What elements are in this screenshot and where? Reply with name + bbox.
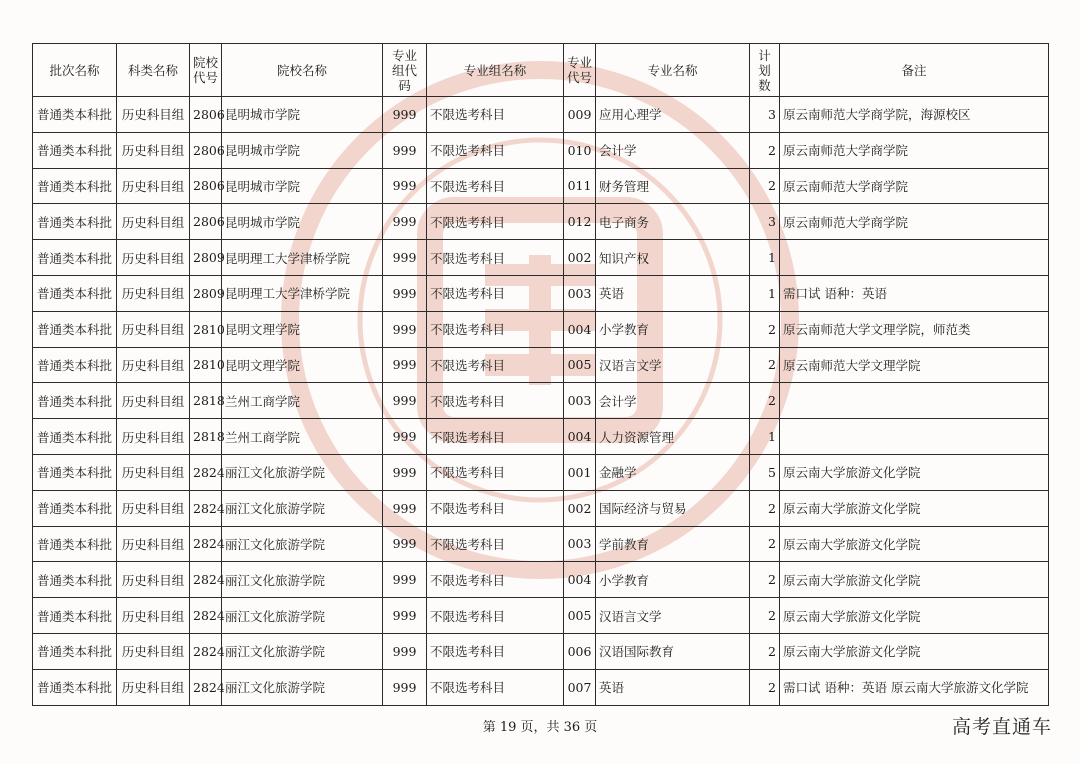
cell-major-code: 009 bbox=[564, 97, 596, 133]
cell-major-code: 001 bbox=[564, 454, 596, 490]
cell-major-group-name: 不限选考科目 bbox=[427, 633, 564, 669]
cell-major-code: 005 bbox=[564, 347, 596, 383]
cell-school-code: 2806 bbox=[190, 97, 222, 133]
table-row bbox=[33, 168, 1049, 204]
cell-major-group-code: 999 bbox=[383, 526, 427, 562]
cell-school-name: 兰州工商学院 bbox=[222, 419, 383, 455]
cell-major-name: 会计学 bbox=[596, 383, 750, 419]
cell-batch-name: 普通类本科批 bbox=[33, 132, 117, 168]
table-row bbox=[33, 311, 1049, 347]
cell-major-group-name: 不限选考科目 bbox=[427, 562, 564, 598]
cell-category-name: 历史科目组 bbox=[117, 490, 190, 526]
cell-school-name: 昆明文理学院 bbox=[222, 347, 383, 383]
cell-major-group-name: 不限选考科目 bbox=[427, 275, 564, 311]
cell-category-name: 历史科目组 bbox=[117, 97, 190, 133]
cell-remarks: 原云南大学旅游文化学院 bbox=[780, 598, 1049, 634]
cell-school-name: 昆明城市学院 bbox=[222, 168, 383, 204]
cell-plan-count: 1 bbox=[750, 419, 780, 455]
table-row bbox=[33, 598, 1049, 634]
cell-major-group-name: 不限选考科目 bbox=[427, 347, 564, 383]
cell-category-name: 历史科目组 bbox=[117, 526, 190, 562]
cell-major-group-name: 不限选考科目 bbox=[427, 204, 564, 240]
cell-school-name: 丽江文化旅游学院 bbox=[222, 598, 383, 634]
cell-major-group-name: 不限选考科目 bbox=[427, 490, 564, 526]
cell-school-code: 2824 bbox=[190, 490, 222, 526]
cell-school-name: 昆明城市学院 bbox=[222, 132, 383, 168]
cell-major-group-name: 不限选考科目 bbox=[427, 419, 564, 455]
cell-school-name: 丽江文化旅游学院 bbox=[222, 526, 383, 562]
cell-remarks: 原云南大学旅游文化学院 bbox=[780, 562, 1049, 598]
cell-major-name: 汉语国际教育 bbox=[596, 633, 750, 669]
table-row bbox=[33, 419, 1049, 455]
cell-major-code: 004 bbox=[564, 311, 596, 347]
cell-remarks: 需口试 语种：英语 原云南大学旅游文化学院 bbox=[780, 669, 1049, 705]
cell-category-name: 历史科目组 bbox=[117, 275, 190, 311]
cell-school-code: 2810 bbox=[190, 347, 222, 383]
cell-batch-name: 普通类本科批 bbox=[33, 562, 117, 598]
cell-major-group-code: 999 bbox=[383, 311, 427, 347]
cell-batch-name: 普通类本科批 bbox=[33, 347, 117, 383]
table-row bbox=[33, 454, 1049, 490]
cell-major-name: 汉语言文学 bbox=[596, 347, 750, 383]
header-category-name: 科类名称 bbox=[117, 44, 190, 97]
cell-major-group-name: 不限选考科目 bbox=[427, 383, 564, 419]
cell-plan-count: 2 bbox=[750, 669, 780, 705]
cell-batch-name: 普通类本科批 bbox=[33, 204, 117, 240]
cell-remarks: 原云南大学旅游文化学院 bbox=[780, 490, 1049, 526]
cell-major-group-name: 不限选考科目 bbox=[427, 598, 564, 634]
cell-school-name: 昆明文理学院 bbox=[222, 311, 383, 347]
header-remarks: 备注 bbox=[780, 44, 1049, 97]
cell-plan-count: 3 bbox=[750, 97, 780, 133]
cell-category-name: 历史科目组 bbox=[117, 347, 190, 383]
cell-category-name: 历史科目组 bbox=[117, 598, 190, 634]
cell-batch-name: 普通类本科批 bbox=[33, 598, 117, 634]
table-row bbox=[33, 669, 1049, 705]
cell-plan-count: 2 bbox=[750, 168, 780, 204]
page-number: 第 19 页，共 36 页 bbox=[482, 720, 598, 735]
cell-major-code: 005 bbox=[564, 598, 596, 634]
admission-plan-table bbox=[32, 43, 1049, 706]
cell-major-name: 电子商务 bbox=[596, 204, 750, 240]
cell-batch-name: 普通类本科批 bbox=[33, 311, 117, 347]
cell-remarks: 原云南师范大学文理学院，师范类 bbox=[780, 311, 1049, 347]
cell-category-name: 历史科目组 bbox=[117, 633, 190, 669]
cell-major-group-name: 不限选考科目 bbox=[427, 311, 564, 347]
cell-batch-name: 普通类本科批 bbox=[33, 240, 117, 276]
cell-school-name: 丽江文化旅游学院 bbox=[222, 490, 383, 526]
cell-batch-name: 普通类本科批 bbox=[33, 633, 117, 669]
cell-major-name: 小学教育 bbox=[596, 311, 750, 347]
table-row bbox=[33, 132, 1049, 168]
header-school-code: 院校代号 bbox=[190, 44, 222, 97]
cell-batch-name: 普通类本科批 bbox=[33, 97, 117, 133]
cell-plan-count: 2 bbox=[750, 347, 780, 383]
cell-major-code: 012 bbox=[564, 204, 596, 240]
cell-plan-count: 5 bbox=[750, 454, 780, 490]
header-major-group-code: 专业组代码 bbox=[383, 44, 427, 97]
cell-batch-name: 普通类本科批 bbox=[33, 526, 117, 562]
cell-category-name: 历史科目组 bbox=[117, 383, 190, 419]
cell-category-name: 历史科目组 bbox=[117, 311, 190, 347]
cell-major-code: 003 bbox=[564, 275, 596, 311]
cell-category-name: 历史科目组 bbox=[117, 419, 190, 455]
cell-major-code: 004 bbox=[564, 562, 596, 598]
cell-category-name: 历史科目组 bbox=[117, 240, 190, 276]
cell-major-group-name: 不限选考科目 bbox=[427, 669, 564, 705]
cell-category-name: 历史科目组 bbox=[117, 669, 190, 705]
cell-category-name: 历史科目组 bbox=[117, 562, 190, 598]
cell-major-code: 002 bbox=[564, 240, 596, 276]
cell-school-name: 昆明城市学院 bbox=[222, 204, 383, 240]
cell-plan-count: 2 bbox=[750, 633, 780, 669]
cell-major-group-code: 999 bbox=[383, 347, 427, 383]
cell-school-name: 丽江文化旅游学院 bbox=[222, 562, 383, 598]
table-body bbox=[33, 97, 1049, 706]
header-major-code: 专业代号 bbox=[564, 44, 596, 97]
table-row bbox=[33, 204, 1049, 240]
table-row bbox=[33, 275, 1049, 311]
cell-major-group-code: 999 bbox=[383, 97, 427, 133]
cell-major-name: 金融学 bbox=[596, 454, 750, 490]
cell-major-name: 小学教育 bbox=[596, 562, 750, 598]
cell-major-group-name: 不限选考科目 bbox=[427, 168, 564, 204]
table-row bbox=[33, 562, 1049, 598]
cell-batch-name: 普通类本科批 bbox=[33, 275, 117, 311]
cell-major-group-name: 不限选考科目 bbox=[427, 240, 564, 276]
cell-remarks: 原云南师范大学商学院，海源校区 bbox=[780, 97, 1049, 133]
cell-school-code: 2824 bbox=[190, 669, 222, 705]
cell-school-code: 2818 bbox=[190, 419, 222, 455]
cell-major-group-name: 不限选考科目 bbox=[427, 132, 564, 168]
cell-major-code: 002 bbox=[564, 490, 596, 526]
cell-major-group-code: 999 bbox=[383, 490, 427, 526]
cell-school-code: 2818 bbox=[190, 383, 222, 419]
cell-batch-name: 普通类本科批 bbox=[33, 454, 117, 490]
cell-remarks: 原云南大学旅游文化学院 bbox=[780, 526, 1049, 562]
header-school-name: 院校名称 bbox=[222, 44, 383, 97]
cell-plan-count: 1 bbox=[750, 275, 780, 311]
cell-major-code: 003 bbox=[564, 383, 596, 419]
cell-plan-count: 2 bbox=[750, 132, 780, 168]
cell-major-group-name: 不限选考科目 bbox=[427, 97, 564, 133]
cell-remarks: 原云南师范大学文理学院 bbox=[780, 347, 1049, 383]
cell-major-group-name: 不限选考科目 bbox=[427, 526, 564, 562]
cell-major-code: 011 bbox=[564, 168, 596, 204]
cell-major-group-code: 999 bbox=[383, 454, 427, 490]
table-row bbox=[33, 490, 1049, 526]
table-row bbox=[33, 383, 1049, 419]
header-batch-name: 批次名称 bbox=[33, 44, 117, 97]
cell-remarks bbox=[780, 419, 1049, 455]
cell-remarks: 原云南大学旅游文化学院 bbox=[780, 633, 1049, 669]
cell-major-group-code: 999 bbox=[383, 275, 427, 311]
cell-plan-count: 1 bbox=[750, 240, 780, 276]
cell-remarks: 原云南师范大学商学院 bbox=[780, 204, 1049, 240]
brand-label: 高考直通车 bbox=[951, 716, 1052, 738]
cell-major-group-code: 999 bbox=[383, 204, 427, 240]
table-row bbox=[33, 633, 1049, 669]
cell-plan-count: 2 bbox=[750, 490, 780, 526]
table-row bbox=[33, 240, 1049, 276]
cell-batch-name: 普通类本科批 bbox=[33, 383, 117, 419]
cell-major-code: 003 bbox=[564, 526, 596, 562]
cell-plan-count: 2 bbox=[750, 526, 780, 562]
cell-major-code: 006 bbox=[564, 633, 596, 669]
cell-school-name: 丽江文化旅游学院 bbox=[222, 669, 383, 705]
cell-remarks: 原云南大学旅游文化学院 bbox=[780, 454, 1049, 490]
cell-major-group-code: 999 bbox=[383, 598, 427, 634]
cell-school-name: 丽江文化旅游学院 bbox=[222, 454, 383, 490]
cell-school-code: 2810 bbox=[190, 311, 222, 347]
cell-category-name: 历史科目组 bbox=[117, 454, 190, 490]
cell-school-name: 昆明理工大学津桥学院 bbox=[222, 240, 383, 276]
table-row bbox=[33, 526, 1049, 562]
cell-school-name: 昆明理工大学津桥学院 bbox=[222, 275, 383, 311]
cell-major-group-code: 999 bbox=[383, 633, 427, 669]
cell-school-code: 2824 bbox=[190, 454, 222, 490]
cell-school-code: 2809 bbox=[190, 240, 222, 276]
cell-plan-count: 2 bbox=[750, 562, 780, 598]
cell-major-name: 汉语言文学 bbox=[596, 598, 750, 634]
cell-school-name: 丽江文化旅游学院 bbox=[222, 633, 383, 669]
cell-category-name: 历史科目组 bbox=[117, 132, 190, 168]
cell-major-code: 004 bbox=[564, 419, 596, 455]
cell-batch-name: 普通类本科批 bbox=[33, 168, 117, 204]
cell-major-name: 英语 bbox=[596, 275, 750, 311]
cell-school-code: 2824 bbox=[190, 526, 222, 562]
cell-major-group-code: 999 bbox=[383, 669, 427, 705]
cell-category-name: 历史科目组 bbox=[117, 168, 190, 204]
cell-school-code: 2824 bbox=[190, 598, 222, 634]
cell-remarks: 需口试 语种：英语 bbox=[780, 275, 1049, 311]
cell-plan-count: 2 bbox=[750, 598, 780, 634]
cell-remarks bbox=[780, 240, 1049, 276]
cell-school-code: 2824 bbox=[190, 633, 222, 669]
cell-plan-count: 2 bbox=[750, 383, 780, 419]
header-major-name: 专业名称 bbox=[596, 44, 750, 97]
cell-school-code: 2806 bbox=[190, 204, 222, 240]
cell-school-code: 2809 bbox=[190, 275, 222, 311]
cell-school-code: 2806 bbox=[190, 168, 222, 204]
table-row bbox=[33, 97, 1049, 133]
cell-remarks: 原云南师范大学商学院 bbox=[780, 132, 1049, 168]
cell-major-name: 财务管理 bbox=[596, 168, 750, 204]
cell-batch-name: 普通类本科批 bbox=[33, 419, 117, 455]
cell-major-code: 010 bbox=[564, 132, 596, 168]
header-plan-count: 计划数 bbox=[750, 44, 780, 97]
cell-plan-count: 2 bbox=[750, 311, 780, 347]
cell-major-group-name: 不限选考科目 bbox=[427, 454, 564, 490]
cell-major-name: 人力资源管理 bbox=[596, 419, 750, 455]
cell-major-group-code: 999 bbox=[383, 240, 427, 276]
cell-plan-count: 3 bbox=[750, 204, 780, 240]
cell-major-name: 应用心理学 bbox=[596, 97, 750, 133]
cell-category-name: 历史科目组 bbox=[117, 204, 190, 240]
cell-major-group-code: 999 bbox=[383, 383, 427, 419]
cell-remarks: 原云南师范大学商学院 bbox=[780, 168, 1049, 204]
cell-major-group-code: 999 bbox=[383, 562, 427, 598]
cell-major-group-code: 999 bbox=[383, 168, 427, 204]
cell-remarks bbox=[780, 383, 1049, 419]
cell-school-name: 兰州工商学院 bbox=[222, 383, 383, 419]
cell-major-group-code: 999 bbox=[383, 419, 427, 455]
cell-batch-name: 普通类本科批 bbox=[33, 490, 117, 526]
cell-major-code: 007 bbox=[564, 669, 596, 705]
cell-major-name: 会计学 bbox=[596, 132, 750, 168]
cell-school-code: 2806 bbox=[190, 132, 222, 168]
cell-batch-name: 普通类本科批 bbox=[33, 669, 117, 705]
table-header-row bbox=[33, 44, 1049, 97]
cell-major-name: 知识产权 bbox=[596, 240, 750, 276]
cell-school-code: 2824 bbox=[190, 562, 222, 598]
cell-major-group-code: 999 bbox=[383, 132, 427, 168]
table-row bbox=[33, 347, 1049, 383]
cell-school-name: 昆明城市学院 bbox=[222, 97, 383, 133]
cell-major-name: 国际经济与贸易 bbox=[596, 490, 750, 526]
header-major-group-name: 专业组名称 bbox=[427, 44, 564, 97]
cell-major-name: 英语 bbox=[596, 669, 750, 705]
cell-major-name: 学前教育 bbox=[596, 526, 750, 562]
